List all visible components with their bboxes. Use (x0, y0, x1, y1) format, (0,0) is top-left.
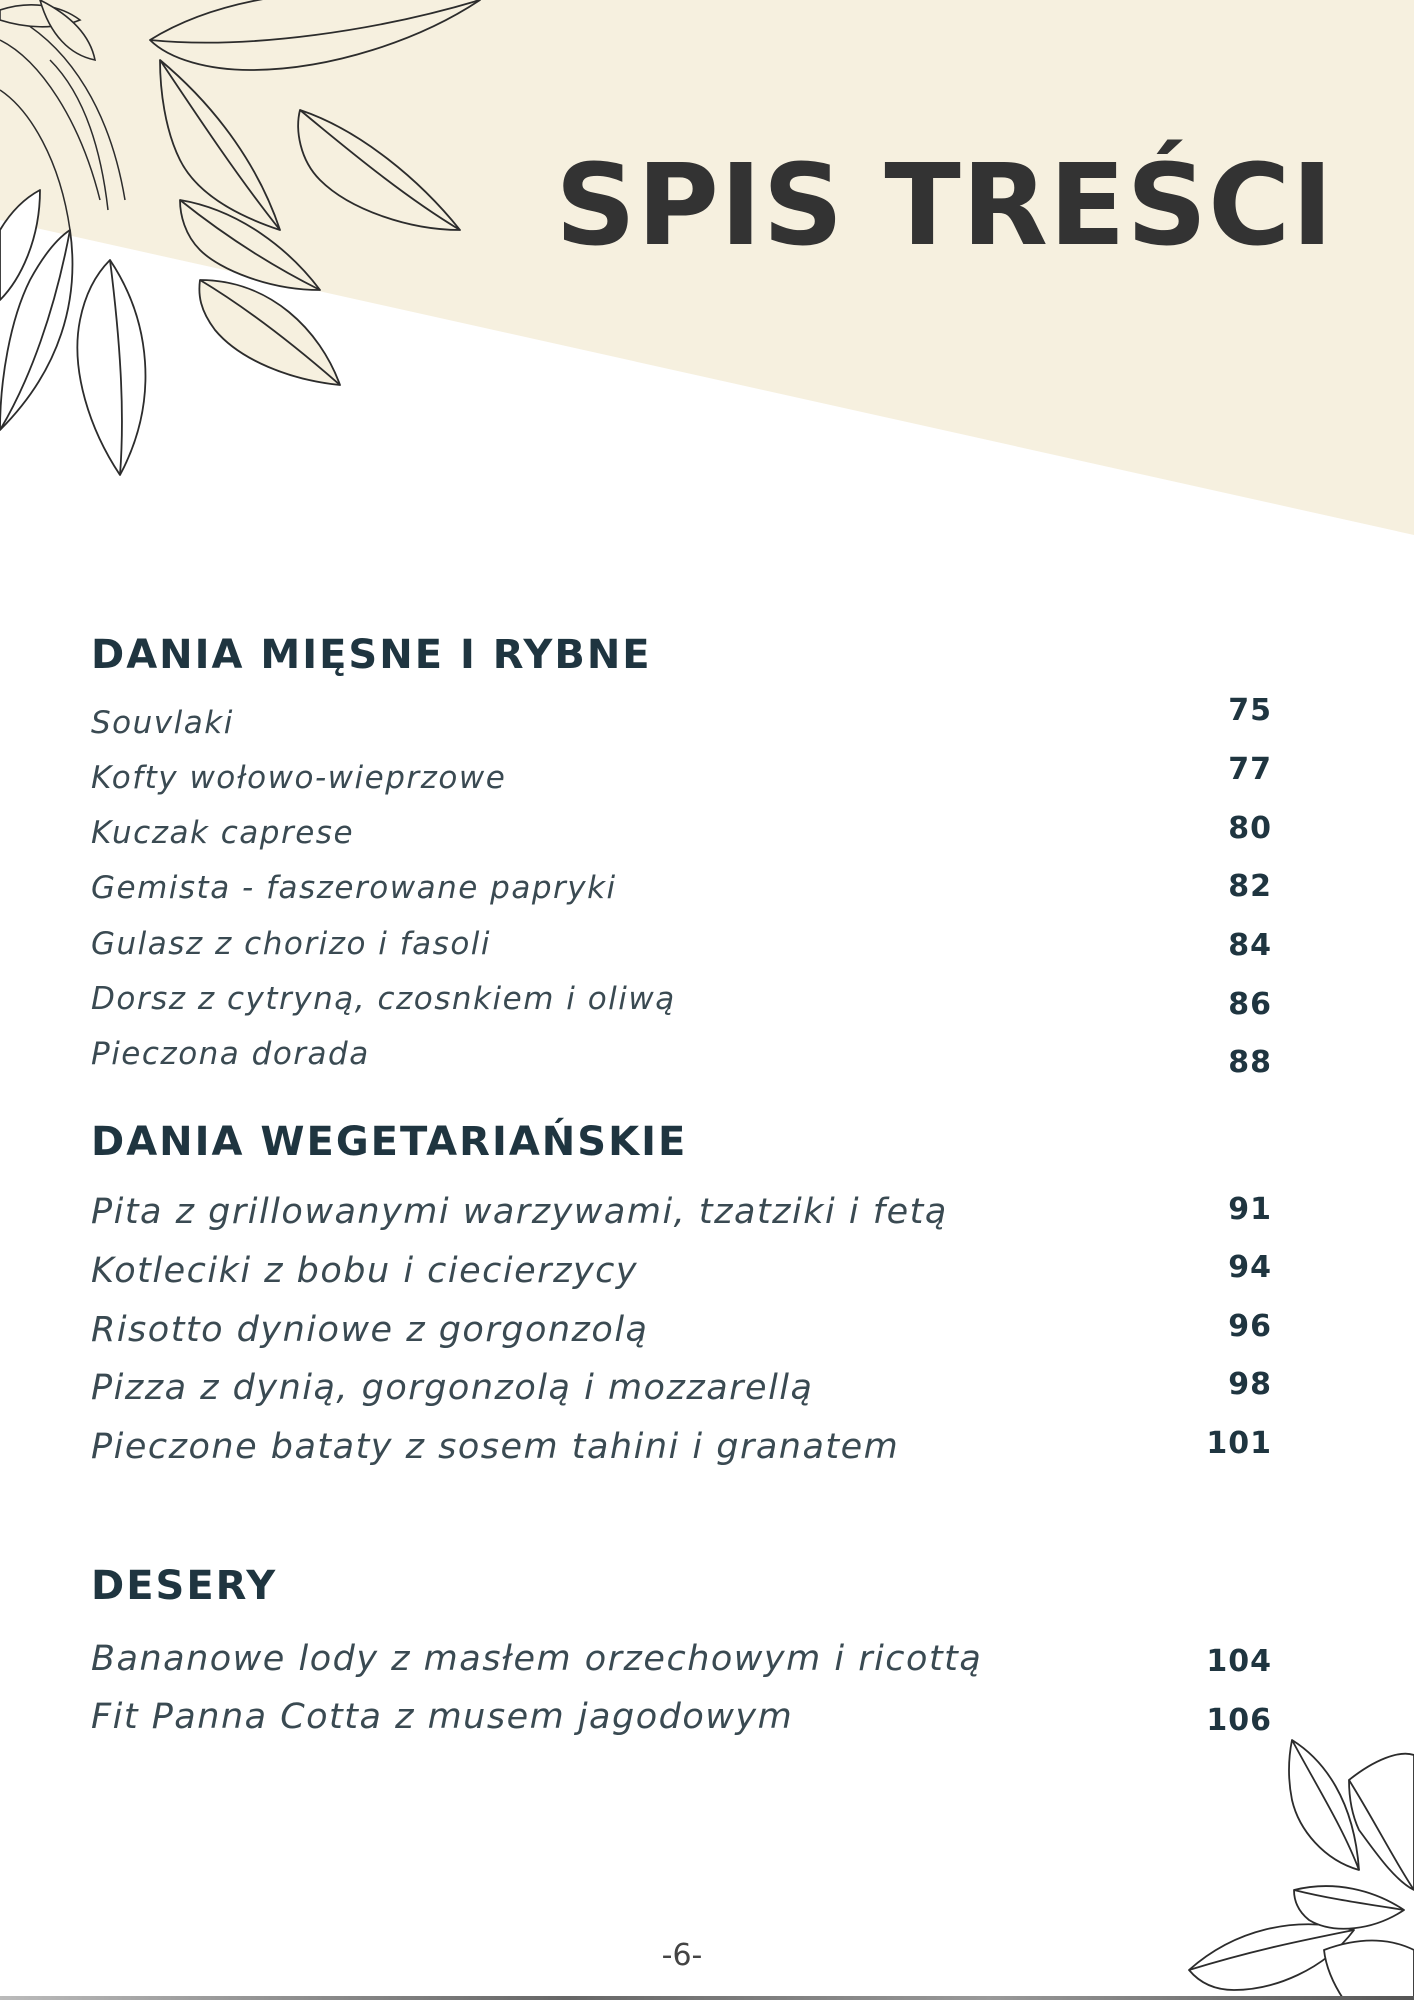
page-title: SPIS TREŚCI (555, 141, 1334, 271)
leaf-illustration-icon (0, 0, 500, 480)
toc-item-page: 75 (1228, 693, 1272, 728)
toc-item-page: 88 (1228, 1045, 1272, 1080)
section-heading-meat-fish: DANIA MIĘSNE I RYBNE (91, 632, 652, 678)
toc-item-name: Kofty wołowo-wieprzowe (91, 760, 507, 796)
toc-item-name: Gulasz z chorizo i fasoli (91, 926, 492, 962)
toc-item-name: Fit Panna Cotta z musem jagodowym (91, 1697, 794, 1737)
toc-item-page: 80 (1228, 811, 1272, 846)
toc-item-page: 98 (1228, 1367, 1272, 1402)
toc-item-name: Pita z grillowanymi warzywami, tzatziki i fetą (91, 1192, 948, 1232)
toc-item-page: 77 (1228, 752, 1272, 787)
toc-item-name: Souvlaki (91, 705, 234, 741)
toc-item-name: Pieczone bataty z sosem tahini i granatem (91, 1427, 900, 1467)
bottom-edge-line (0, 1996, 1414, 2000)
toc-item-name: Kuczak caprese (91, 815, 355, 851)
page-number: -6- (661, 1938, 703, 1973)
toc-item-name: Kotleciki z bobu i ciecierzycy (91, 1251, 639, 1291)
toc-item-name: Dorsz z cytryną, czosnkiem i oliwą (91, 981, 676, 1017)
section-heading-desserts: DESERY (91, 1563, 278, 1609)
toc-item-page: 96 (1228, 1309, 1272, 1344)
toc-item-name: Bananowe lody z masłem orzechowym i ricottą (91, 1639, 983, 1679)
toc-item-name: Gemista - faszerowane papryki (91, 870, 617, 906)
toc-item-page: 91 (1228, 1192, 1272, 1227)
toc-item-page: 86 (1228, 987, 1272, 1022)
toc-item-page: 104 (1206, 1644, 1272, 1679)
toc-item-name: Risotto dyniowe z gorgonzolą (91, 1310, 649, 1350)
toc-item-page: 101 (1206, 1426, 1272, 1461)
toc-item-name: Pizza z dynią, gorgonzolą i mozzarellą (91, 1368, 814, 1408)
toc-item-page: 94 (1228, 1250, 1272, 1285)
section-heading-vegetarian: DANIA WEGETARIAŃSKIE (91, 1119, 688, 1165)
toc-item-page: 84 (1228, 928, 1272, 963)
toc-item-page: 82 (1228, 869, 1272, 904)
toc-item-name: Pieczona dorada (91, 1036, 370, 1072)
toc-item-page: 106 (1206, 1703, 1272, 1738)
